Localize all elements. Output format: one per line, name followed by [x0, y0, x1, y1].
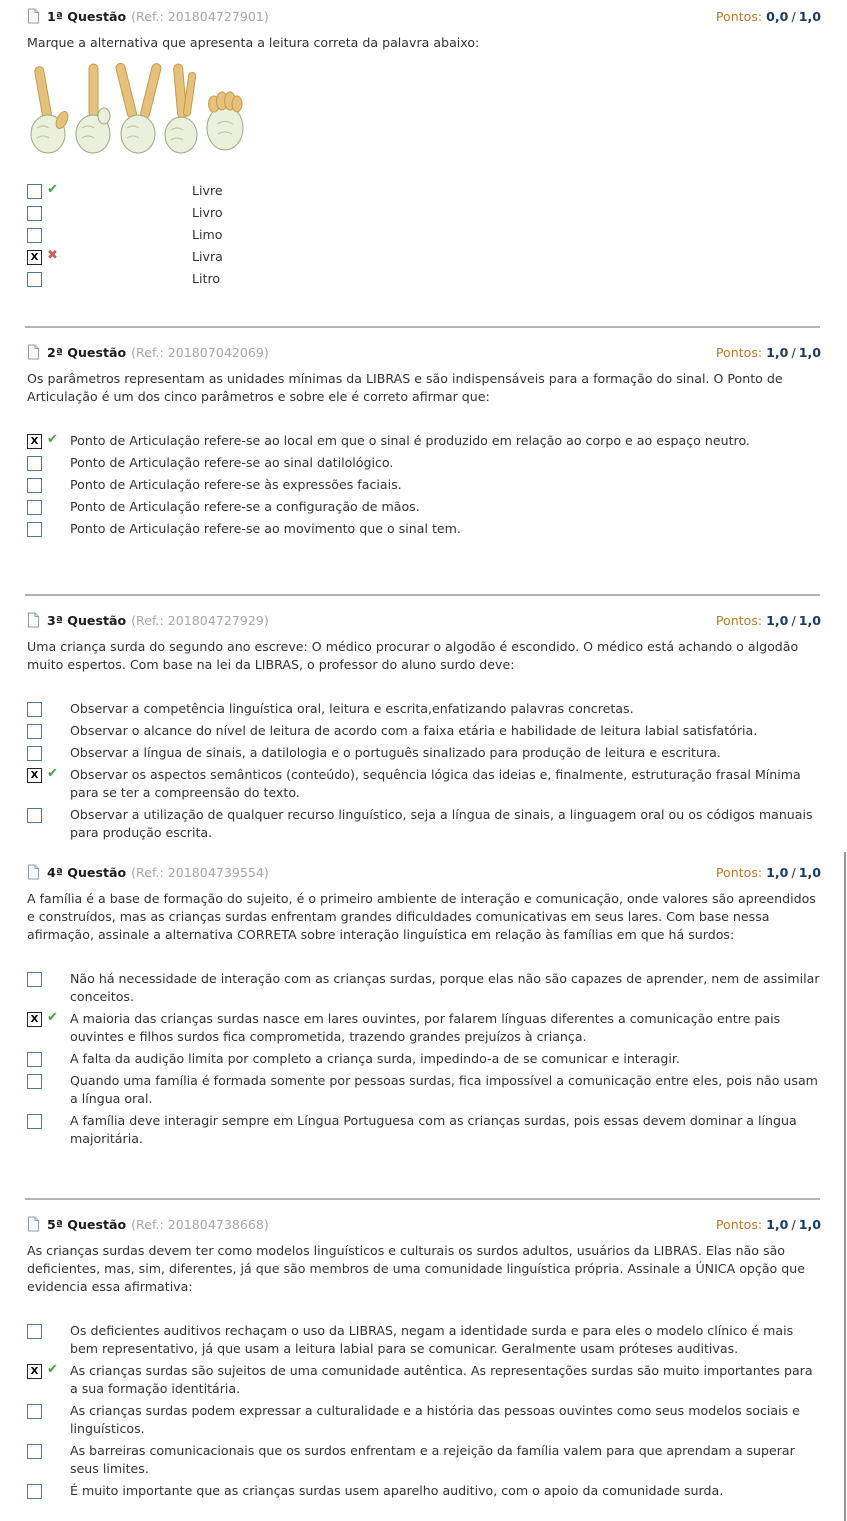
answer-checkbox[interactable] [27, 206, 42, 221]
points-earned: 0,0 [766, 8, 789, 24]
points-separator: / [791, 612, 796, 628]
question-prompt: Os parâmetros representam as unidades mínimas da LIBRAS e são indispensáveis para a formação do sinal. O Ponto de Articulação é um dos cinco parâmetros e sobre ele é correto afirmar que: [27, 371, 783, 404]
option-row [27, 1072, 821, 1108]
question-points [716, 865, 821, 880]
question-title: 1ª Questão [47, 8, 127, 24]
points-label: Pontos: [715, 8, 763, 24]
option-row [27, 182, 821, 200]
answer-checkbox[interactable] [27, 702, 42, 717]
question-title: 3ª Questão [47, 612, 127, 628]
wrong-mark-icon: ✖ [47, 248, 58, 263]
option-label: Litro [192, 271, 221, 286]
points-earned: 1,0 [766, 612, 789, 628]
document-icon [27, 344, 40, 360]
option-label: Observar a língua de sinais, a datilologia e o português sinalizado para produção de leitura e escritura. [70, 745, 721, 760]
option-label: Ponto de Articulação refere-se ao sinal datilológico. [70, 455, 394, 470]
question-prompt: Marque a alternativa que apresenta a leitura correta da palavra abaixo: [27, 35, 480, 50]
answer-checkbox[interactable]: X [27, 434, 42, 449]
options-list [27, 700, 821, 842]
option-label: Livra [192, 249, 223, 264]
option-row [27, 1322, 821, 1358]
answer-checkbox[interactable] [27, 1052, 42, 1067]
answer-checkbox[interactable] [27, 272, 42, 287]
option-row [27, 1442, 821, 1478]
points-earned: 1,0 [766, 1216, 789, 1232]
option-row [27, 1402, 821, 1438]
correct-mark-icon: ✔ [47, 1362, 58, 1377]
points-earned: 1,0 [766, 344, 789, 360]
option-label: Livro [192, 205, 223, 220]
points-separator: / [791, 1216, 796, 1232]
answer-checkbox[interactable] [27, 1444, 42, 1459]
answer-checkbox[interactable] [27, 746, 42, 761]
option-label: Limo [192, 227, 223, 242]
option-row [27, 722, 821, 740]
document-icon [27, 864, 40, 880]
option-row [27, 766, 821, 802]
correct-mark-icon: ✔ [47, 766, 58, 781]
option-row [27, 744, 821, 762]
answer-checkbox[interactable] [27, 184, 42, 199]
container-right-border [844, 852, 846, 1521]
question-header [27, 612, 821, 628]
option-label: Ponto de Articulação refere-se ao movimento que o sinal tem. [70, 521, 461, 536]
answer-checkbox[interactable] [27, 1484, 42, 1499]
option-row [27, 1010, 821, 1046]
answer-checkbox[interactable]: X [27, 1012, 42, 1027]
question-prompt: As crianças surdas devem ter como modelos linguísticos e culturais os surdos adultos, usuários da LIBRAS. Elas não são deficientes, mas, sim, diferentes, já que são membros de uma comunidade linguística própria. Assinale a ÚNICA opção que evidencia essa afirmativa: [27, 1243, 805, 1294]
options-list [27, 970, 821, 1148]
option-row [27, 204, 821, 222]
question-points [716, 345, 821, 360]
option-label: É muito importante que as crianças surdas usem aparelho auditivo, com o apoio da comunidade surda. [70, 1483, 724, 1498]
question-block [0, 0, 847, 326]
option-label: Os deficientes auditivos rechaçam o uso da LIBRAS, negam a identidade surda e para eles o modelo clínico é mais bem representativo, já que usam a leitura labial para se comunicar. Geralmente usam próteses auditivas. [70, 1323, 794, 1356]
option-label: Livre [192, 183, 223, 198]
question-block [0, 1200, 847, 1519]
answer-checkbox[interactable] [27, 478, 42, 493]
option-label: Não há necessidade de interação com as crianças surdas, porque elas não são capazes de aprender, nem de assimilar conceitos. [70, 971, 820, 1004]
option-label: A falta da audição limita por completo a criança surda, impedindo-a de se comunicar e interagir. [70, 1051, 680, 1066]
question-points [716, 9, 821, 24]
option-label: A maioria das crianças surdas nasce em lares ouvintes, por falarem línguas diferentes a comunicação entre pais ouvintes e filhos surdos fica comprometida, trazendo grandes prejuízos à criança. [70, 1011, 781, 1044]
option-row [27, 1112, 821, 1148]
answer-checkbox[interactable] [27, 1324, 42, 1339]
option-row [27, 248, 821, 266]
option-label: Ponto de Articulação refere-se às expressões faciais. [70, 477, 402, 492]
points-separator: / [791, 8, 796, 24]
question-ref: (Ref.: 201807042069) [131, 344, 269, 360]
option-row [27, 454, 821, 472]
answer-checkbox[interactable] [27, 456, 42, 471]
question-header [27, 864, 821, 880]
answer-checkbox[interactable] [27, 1074, 42, 1089]
answer-checkbox[interactable] [27, 1404, 42, 1419]
libras-hands-illustration [27, 58, 247, 156]
options-list [27, 432, 821, 538]
option-row [27, 700, 821, 718]
answer-checkbox[interactable] [27, 1114, 42, 1129]
option-label: As crianças surdas podem expressar a culturalidade e a história das pessoas ouvintes como seus modelos sociais e linguísticos. [70, 1403, 800, 1436]
option-label: Ponto de Articulação refere-se a configuração de mãos. [70, 499, 420, 514]
option-label: Quando uma família é formada somente por pessoas surdas, fica impossível a comunicação entre eles, pois não usam a língua oral. [70, 1073, 818, 1106]
question-title: 4ª Questão [47, 864, 127, 880]
question-ref: (Ref.: 201804738668) [131, 1216, 269, 1232]
option-row [27, 226, 821, 244]
question-ref: (Ref.: 201804727901) [131, 8, 269, 24]
option-row [27, 432, 821, 450]
question-block [0, 596, 847, 848]
points-separator: / [791, 864, 796, 880]
option-row [27, 1050, 821, 1068]
answer-checkbox[interactable]: X [27, 1364, 42, 1379]
options-list [27, 1322, 821, 1500]
option-label: Observar a utilização de qualquer recurso linguístico, seja a língua de sinais, a linguagem oral ou os códigos manuais para produção escrita. [70, 807, 813, 840]
points-label: Pontos: [715, 1216, 763, 1232]
options-list [27, 182, 821, 288]
correct-mark-icon: ✔ [47, 1010, 58, 1025]
points-total: 1,0 [798, 612, 821, 628]
document-icon [27, 1216, 40, 1232]
question-prompt: Uma criança surda do segundo ano escreve: O médico procurar o algodão é escondido. O médico está achando o algodão muito espertos. Com base na lei da LIBRAS, o professor do aluno surdo deve: [27, 639, 799, 672]
question-ref: (Ref.: 201804727929) [131, 612, 269, 628]
document-icon [27, 612, 40, 628]
question-header [27, 8, 821, 24]
question-block [0, 848, 847, 1198]
points-total: 1,0 [798, 8, 821, 24]
option-label: As barreiras comunicacionais que os surdos enfrentam e a rejeição da família valem para que aprendam a superar seus limites. [70, 1443, 795, 1476]
points-total: 1,0 [798, 344, 821, 360]
answer-checkbox[interactable] [27, 972, 42, 987]
correct-mark-icon: ✔ [47, 182, 58, 197]
points-label: Pontos: [715, 612, 763, 628]
option-label: As crianças surdas são sujeitos de uma comunidade autêntica. As representações surdas são muito importantes para a sua formação identitária. [70, 1363, 813, 1396]
answer-checkbox[interactable] [27, 500, 42, 515]
option-label: Ponto de Articulação refere-se ao local em que o sinal é produzido em relação ao corpo e ao espaço neutro. [70, 433, 750, 448]
points-label: Pontos: [715, 344, 763, 360]
points-label: Pontos: [715, 864, 763, 880]
answer-checkbox[interactable] [27, 808, 42, 823]
points-separator: / [791, 344, 796, 360]
points-earned: 1,0 [766, 864, 789, 880]
question-block [0, 328, 847, 594]
document-icon [27, 8, 40, 24]
option-row [27, 1482, 821, 1500]
option-row [27, 498, 821, 516]
question-ref: (Ref.: 201804739554) [131, 864, 269, 880]
option-label: Observar os aspectos semânticos (conteúdo), sequência lógica das ideias e, finalmente, estruturação frasal Mínima para se ter a compreensão do texto. [70, 767, 801, 800]
points-total: 1,0 [798, 864, 821, 880]
question-prompt: A família é a base de formação do sujeito, é o primeiro ambiente de interação e comunicação, onde valores são apreendidos e construídos, mas as crianças surdas enfrentam grandes dificuldades comunicativas em seus lares. Com base nessa afirmação, assinale a alternativa CORRETA sobre interação linguística em relação às famílias em que há surdos: [27, 891, 816, 942]
option-label: A família deve interagir sempre em Língua Portuguesa com as crianças surdas, pois essas devem dominar a língua majoritária. [70, 1113, 797, 1146]
answer-checkbox[interactable] [27, 228, 42, 243]
question-points [716, 1217, 821, 1232]
option-row [27, 520, 821, 538]
answer-checkbox[interactable]: X [27, 768, 42, 783]
answer-checkbox[interactable] [27, 522, 42, 537]
option-row [27, 270, 821, 288]
option-row [27, 476, 821, 494]
option-label: Observar o alcance do nível de leitura de acordo com a faixa etária e habilidade de leitura labial satisfatória. [70, 723, 758, 738]
option-row [27, 970, 821, 1006]
answer-checkbox[interactable] [27, 724, 42, 739]
answer-checkbox[interactable]: X [27, 250, 42, 265]
option-label: Observar a competência linguística oral, leitura e escrita,enfatizando palavras concretas. [70, 701, 634, 716]
question-title: 2ª Questão [47, 344, 127, 360]
question-title: 5ª Questão [47, 1216, 127, 1232]
correct-mark-icon: ✔ [47, 432, 58, 447]
option-row [27, 1362, 821, 1398]
points-total: 1,0 [798, 1216, 821, 1232]
question-header [27, 1216, 821, 1232]
question-header [27, 344, 821, 360]
question-points [716, 613, 821, 628]
question-image [27, 58, 821, 156]
option-row [27, 806, 821, 842]
